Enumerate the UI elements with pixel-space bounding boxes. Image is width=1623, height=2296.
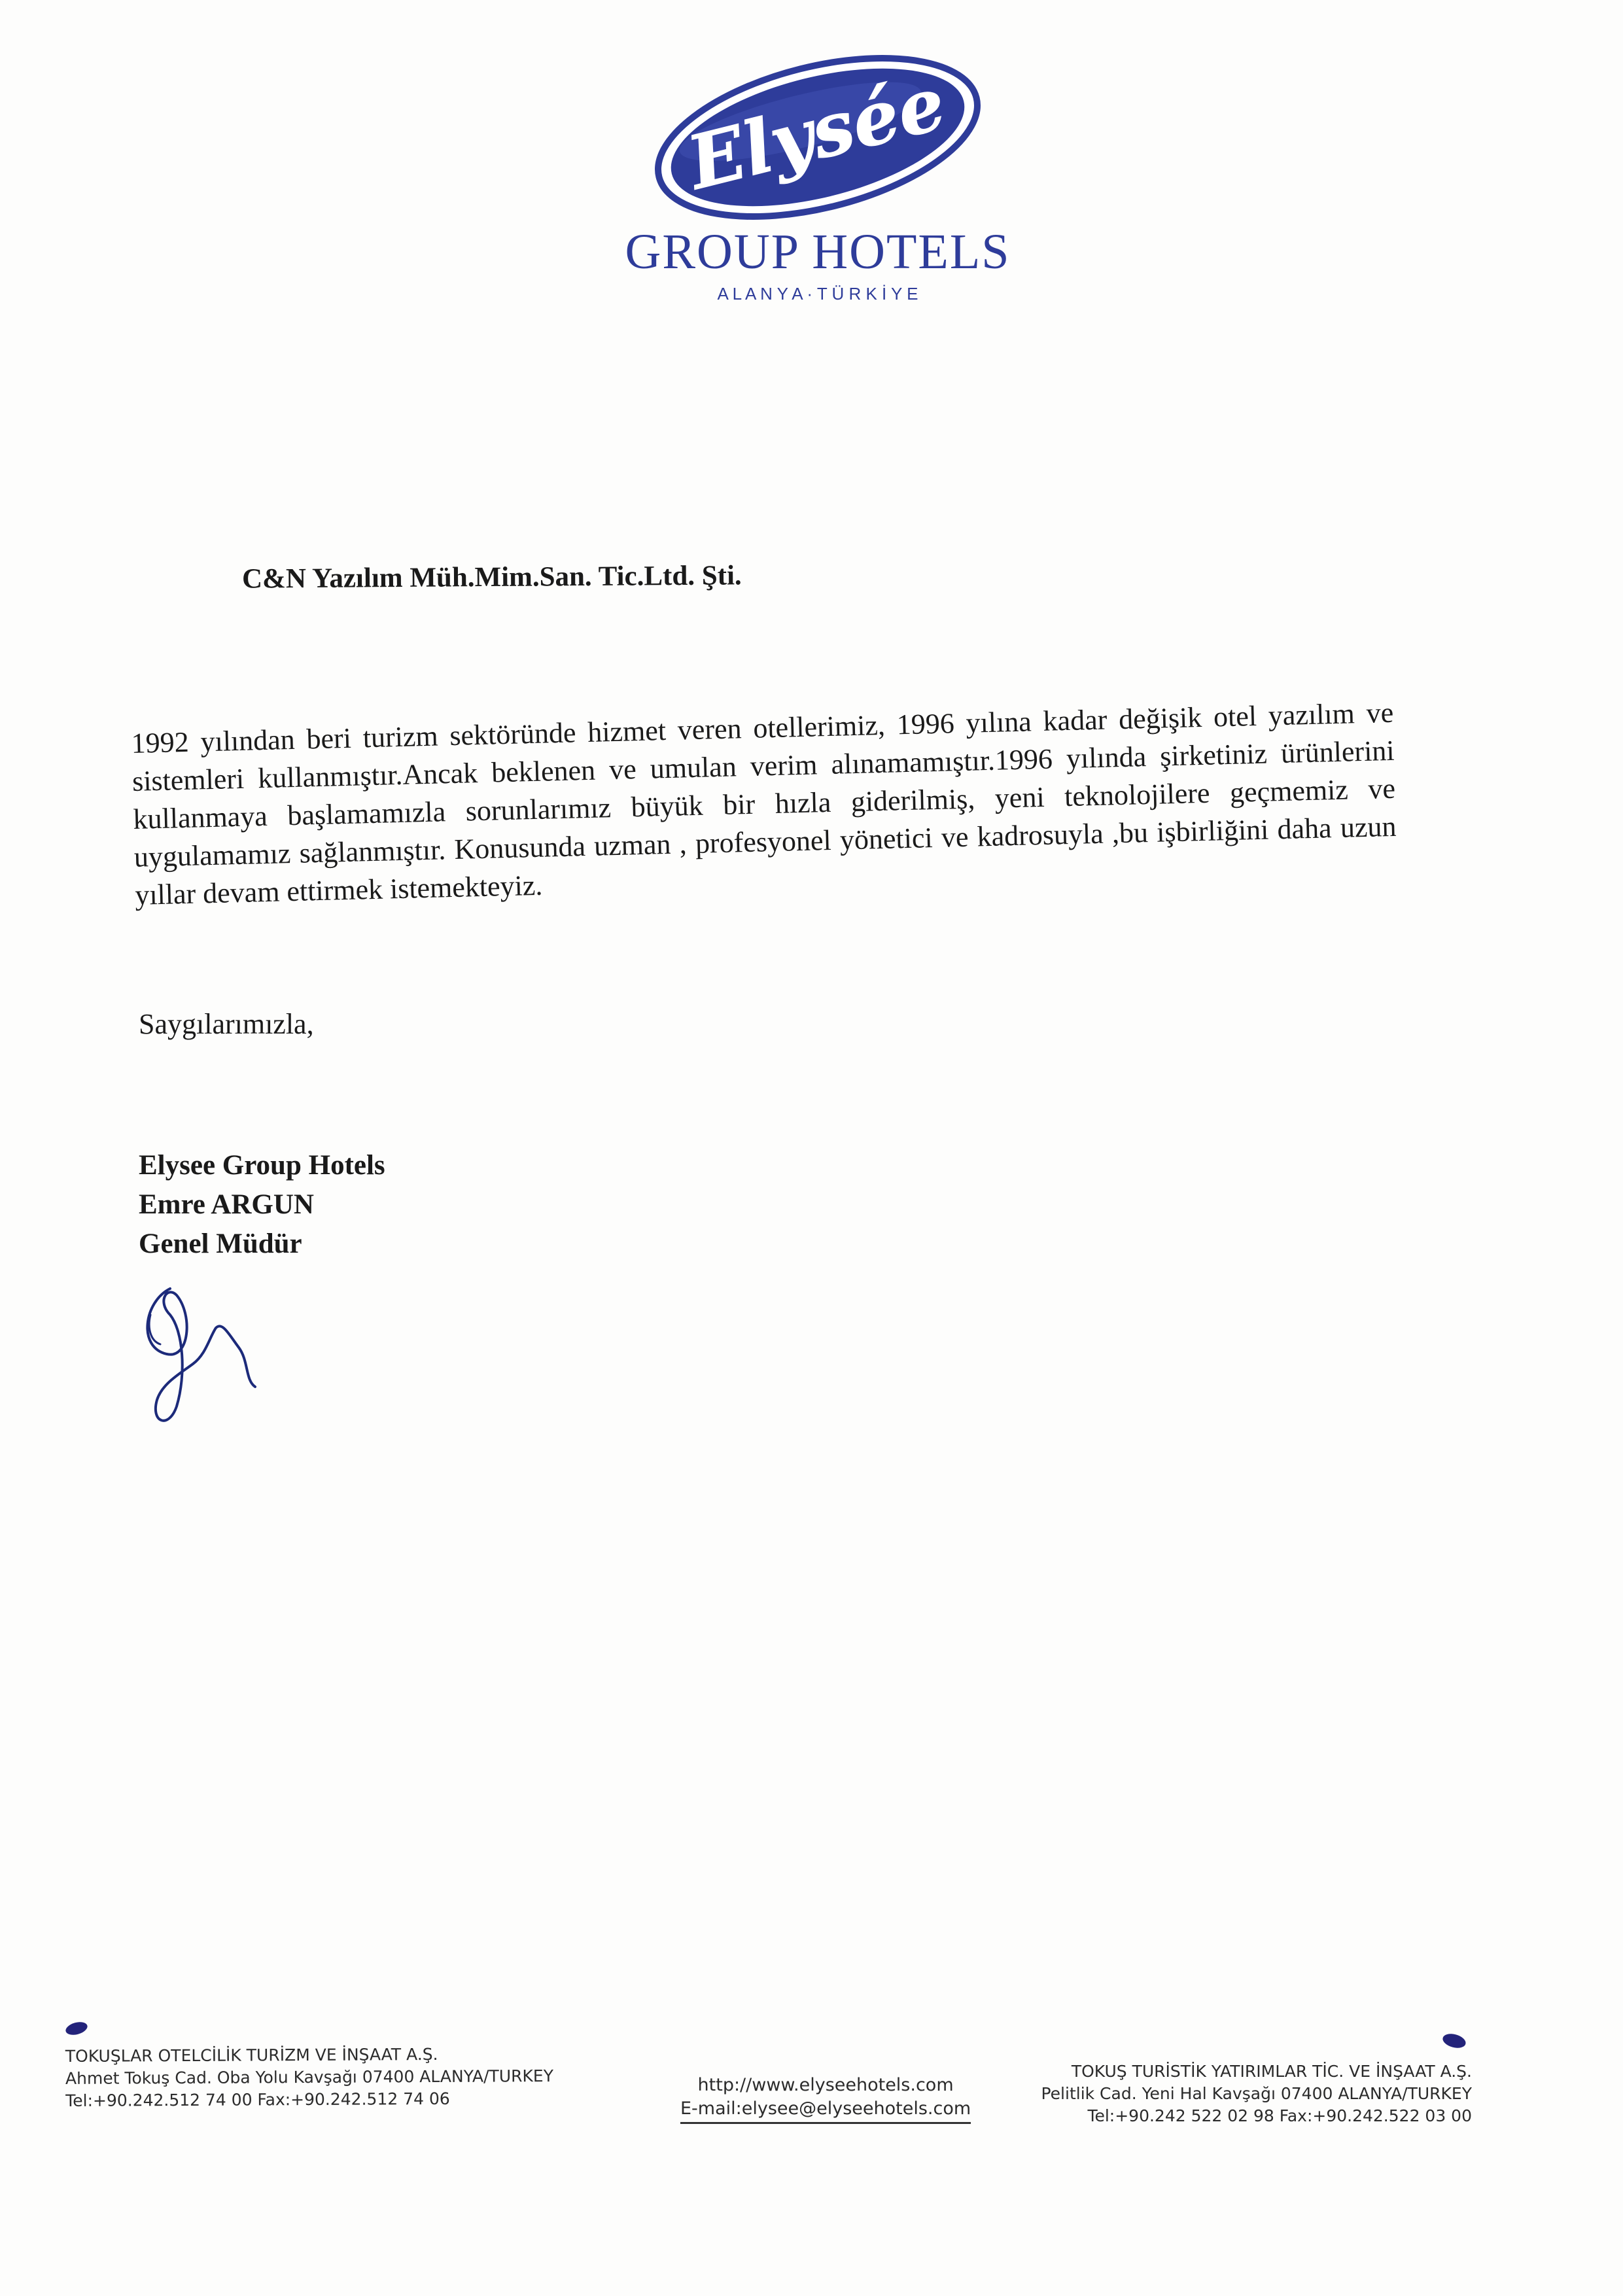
signatory-company: Elysee Group Hotels bbox=[139, 1150, 385, 1181]
closing: Saygılarımızla, bbox=[139, 1008, 314, 1040]
footer-middle bbox=[680, 2074, 971, 2124]
signatory-title: Genel Müdür bbox=[139, 1228, 302, 1259]
footer-right bbox=[1014, 2061, 1472, 2127]
signatory-block bbox=[139, 1146, 385, 1264]
elysee-logo-graphic bbox=[608, 39, 1027, 314]
footer-email: E-mail:elysee@elyseehotels.com bbox=[680, 2097, 971, 2124]
footer-right-company: TOKUŞ TURİSTİK YATIRIMLAR TİC. VE İNŞAAT A.Ş. bbox=[1071, 2062, 1472, 2081]
signature bbox=[131, 1276, 288, 1439]
footer-left-dot bbox=[64, 2020, 89, 2037]
footer-right-dot bbox=[1441, 2032, 1467, 2051]
logo-location: A L A N Y A · T Ü R K İ Y E bbox=[717, 284, 918, 304]
signature-scribble bbox=[131, 1276, 288, 1439]
elysee-logo bbox=[608, 39, 1027, 314]
footer-website: http://www.elyseehotels.com bbox=[697, 2075, 954, 2095]
logo-word: Elysée bbox=[680, 60, 954, 207]
footer-right-phone: Tel:+90.242 522 02 98 Fax:+90.242.522 03 00 bbox=[1087, 2106, 1472, 2125]
footer-right-address: Pelitlik Cad. Yeni Hal Kavşağı 07400 ALANYA/TURKEY bbox=[1041, 2084, 1472, 2103]
footer-left-company: TOKUŞLAR OTELCİLİK TURİZM VE İNŞAAT A.Ş. bbox=[65, 2044, 438, 2066]
recipient: C&N Yazılım Müh.Mim.San. Tic.Ltd. Şti. bbox=[241, 560, 742, 595]
footer-left-address: Ahmet Tokuş Cad. Oba Yolu Kavşağı 07400 ALANYA/TURKEY bbox=[65, 2066, 554, 2088]
signatory-name: Emre ARGUN bbox=[139, 1189, 314, 1220]
footer-left-phone: Tel:+90.242.512 74 00 Fax:+90.242.512 74 06 bbox=[65, 2089, 450, 2110]
logo-group-hotels: GROUP HOTELS bbox=[625, 224, 1011, 279]
footer-left bbox=[65, 2043, 553, 2112]
letter-body: 1992 yılından beri turizm sektöründe hizmet veren otellerimiz, 1996 yılına kadar değişik otel yazılım ve sistemleri kullanmıştır.Ancak beklenen ve umulan verim alınamamıştır.1996 yılında şirketiniz ürünlerini kullanmaya başlamamızla sorunlarımız büyük bir hızla giderilmiş, yeni teknolojilere geçmemiz ve uygulamamız sağlanmıştır. Konusunda uzman , profesyonel yönetici ve kadrosuyla ,bu işbirliğini daha uzun yıllar devam ettirmek istemekteyiz. bbox=[131, 696, 1397, 911]
